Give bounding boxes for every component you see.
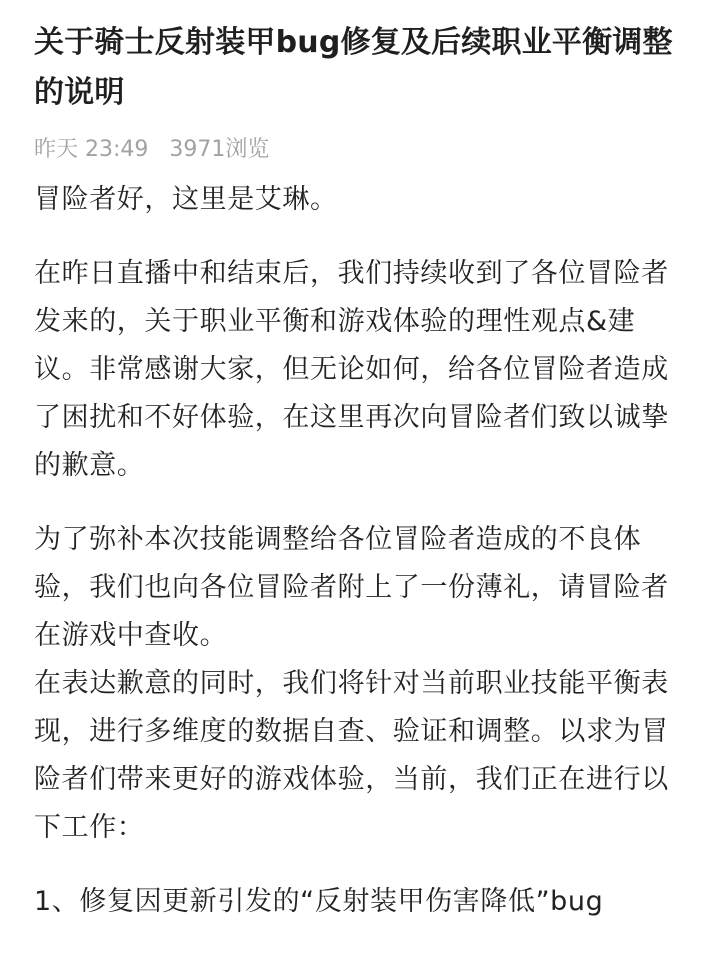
- paragraph-gap: [34, 224, 686, 250]
- article-title: 关于骑士反射装甲bug修复及后续职业平衡调整的说明: [34, 25, 673, 110]
- paragraph-gap: [34, 852, 686, 878]
- paragraph-gap: [34, 490, 686, 516]
- post-time: 昨天 23:49: [34, 137, 149, 162]
- article-body: [34, 176, 686, 926]
- work-item-1: 1、修复因更新引发的“反射装甲伤害降低”bug: [34, 886, 604, 917]
- plan-paragraph: 在表达歉意的同时，我们将针对当前职业技能平衡表现，进行多维度的数据自查、验证和调整。以求为冒险者们带来更好的游戏体验，当前，我们正在进行以下工作：: [34, 668, 669, 843]
- apology-paragraph: 在昨日直播中和结束后，我们持续收到了各位冒险者发来的，关于职业平衡和游戏体验的理性观点&建议。非常感谢大家，但无论如何，给各位冒险者造成了困扰和不好体验，在这里再次向冒险者们致以诚挚的歉意。: [34, 258, 669, 481]
- view-count: 3971浏览: [169, 137, 270, 162]
- article-meta: [34, 134, 686, 166]
- compensation-paragraph: 为了弥补本次技能调整给各位冒险者造成的不良体验，我们也向各位冒险者附上了一份薄礼，请冒险者在游戏中查收。: [34, 524, 669, 651]
- greeting-paragraph: 冒险者好，这里是艾琳。: [34, 184, 338, 215]
